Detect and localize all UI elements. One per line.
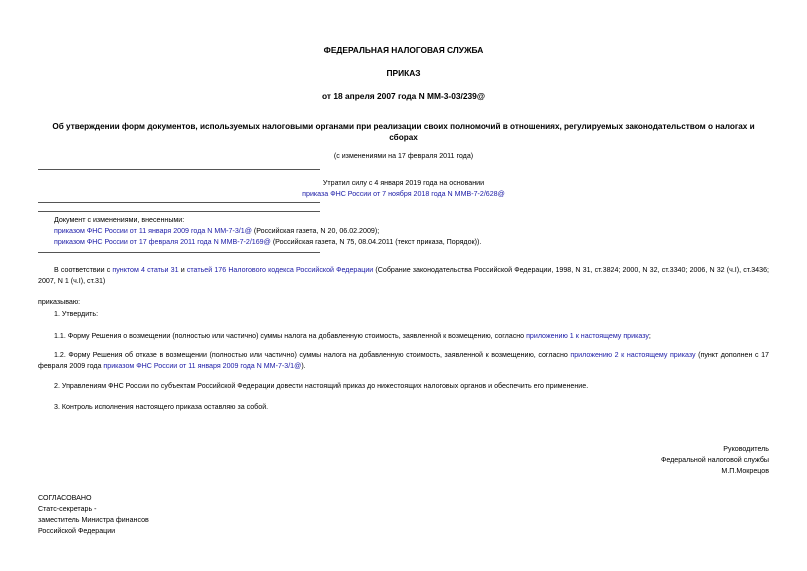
preamble-text: и bbox=[178, 266, 187, 274]
item-text: ; bbox=[648, 332, 651, 340]
document-date-number: от 18 апреля 2007 года N ММ-3-03/239@ bbox=[322, 91, 485, 101]
edition-note: (с изменениями на 17 февраля 2011 года) bbox=[333, 152, 474, 160]
change-item bbox=[54, 227, 379, 237]
divider bbox=[38, 211, 320, 212]
agreed-position: Статс-секретарь - bbox=[38, 504, 97, 513]
order-word: приказываю: bbox=[38, 298, 81, 306]
signature-block bbox=[661, 444, 769, 477]
item-text: (пункт дополнен с 17 февраля 2009 года bbox=[38, 351, 769, 370]
preamble-text: (Собрание законодательства Российской Федерации, 1998, N 31, ст.3824; 2000, N 32, ст.3340; 2006, N 32 (ч.I), ст.3436; 2007, N 1 (ч.I), ст.31) bbox=[38, 266, 769, 285]
expired-notice: Утратил силу с 4 января 2019 года на основании bbox=[322, 179, 485, 187]
change-link[interactable]: приказом ФНС России от 11 января 2009 года N ММ-7-3/1@ bbox=[54, 227, 252, 235]
item-1-2 bbox=[38, 350, 769, 371]
divider bbox=[38, 252, 320, 253]
item-text: 1.2. Форму Решения об отказе в возмещении (полностью или частично) суммы налога на добавленную стоимость, заявленной к возмещению, согласно bbox=[54, 351, 571, 359]
item-text: 1.1. Форму Решения о возмещении (полностью или частично) суммы налога на добавленную стоимость, заявленной к возмещению, согласно bbox=[54, 332, 527, 340]
item-1-1 bbox=[54, 332, 651, 342]
expired-notice-link-line bbox=[0, 190, 807, 200]
preamble-text: В соответствии с bbox=[54, 266, 113, 274]
amendment-2009-link[interactable]: приказом ФНС России от 11 января 2009 года N ММ-7-3/1@ bbox=[103, 361, 302, 370]
change-item bbox=[54, 238, 481, 248]
agreed-position: заместитель Министра финансов bbox=[38, 515, 149, 524]
item-3: 3. Контроль исполнения настоящего приказа оставляю за собой. bbox=[54, 403, 269, 411]
preamble-paragraph bbox=[38, 265, 769, 286]
expired-basis-link[interactable]: приказа ФНС России от 7 ноября 2018 года N ММВ-7-2/628@ bbox=[302, 190, 505, 198]
agency-name: ФЕДЕРАЛЬНАЯ НАЛОГОВАЯ СЛУЖБА bbox=[323, 45, 484, 55]
changes-intro: Документ с изменениями, внесенными: bbox=[54, 216, 185, 224]
document-title: Об утверждении форм документов, используемых налоговыми органами при реализации своих полномочий в отношениях, регулируемых законодательством о налогах и сборах bbox=[52, 122, 755, 142]
document-type: ПРИКАЗ bbox=[386, 68, 421, 78]
tax-code-article-31-link[interactable]: пунктом 4 статьи 31 bbox=[112, 266, 179, 274]
signatory-position: Руководитель bbox=[723, 445, 769, 453]
appendix-2-link[interactable]: приложению 2 к настоящему приказу bbox=[570, 351, 696, 359]
agreed-country: Российской Федерации bbox=[38, 526, 116, 535]
change-link[interactable]: приказом ФНС России от 17 февраля 2011 года N ММВ-7-2/169@ bbox=[54, 238, 271, 246]
signatory-agency: Федеральной налоговой службы bbox=[660, 455, 769, 464]
tax-code-article-176-link[interactable]: статьей 176 Налогового кодекса Российской Федерации bbox=[186, 266, 374, 274]
item-1: 1. Утвердить: bbox=[54, 310, 99, 318]
change-source: (Российская газета, N 75, 08.04.2011 (текст приказа, Порядок)). bbox=[270, 238, 482, 246]
item-text: ). bbox=[301, 361, 306, 370]
divider bbox=[38, 169, 320, 170]
agreed-block bbox=[38, 493, 149, 537]
agreed-heading: СОГЛАСОВАНО bbox=[38, 494, 92, 502]
change-source: (Российская газета, N 20, 06.02.2009); bbox=[251, 227, 380, 235]
signatory-name: М.П.Мокрецов bbox=[721, 466, 769, 475]
item-2: 2. Управлениям ФНС России по субъектам Российской Федерации довести настоящий приказ до нижестоящих налоговых органов и обеспечить его применение. bbox=[54, 382, 589, 390]
divider bbox=[38, 202, 320, 203]
appendix-1-link[interactable]: приложению 1 к настоящему приказу bbox=[526, 332, 649, 340]
